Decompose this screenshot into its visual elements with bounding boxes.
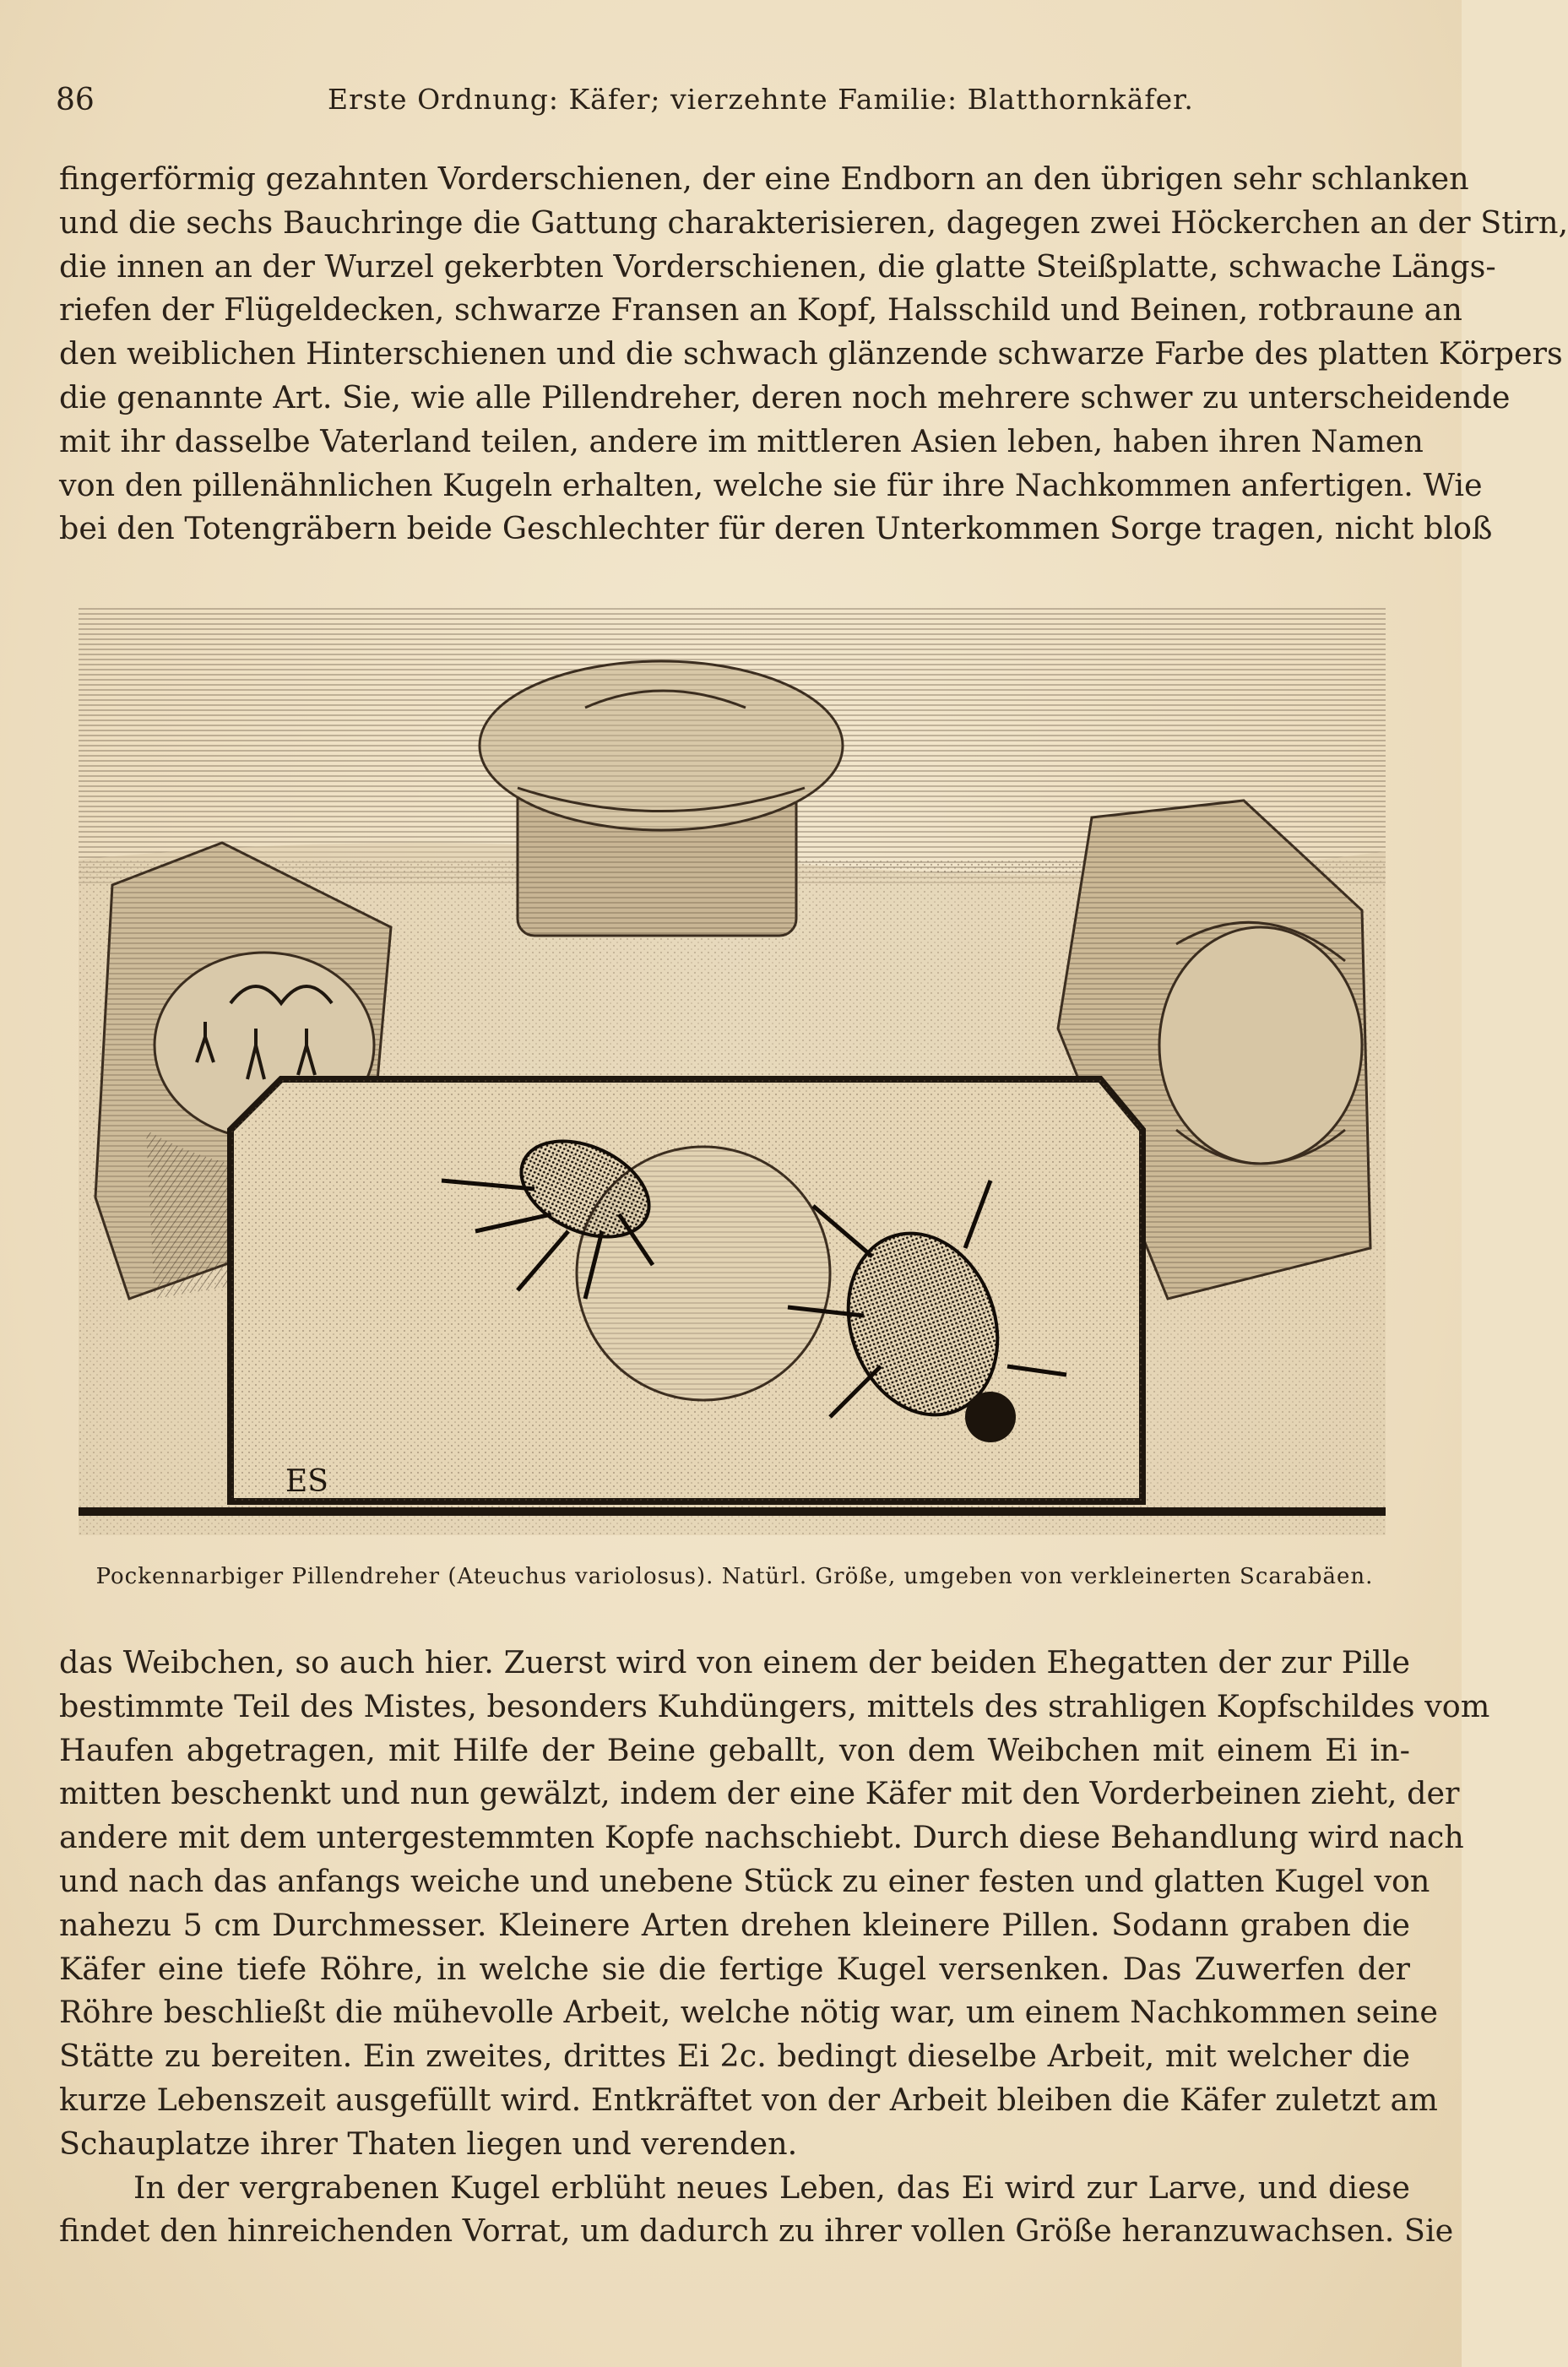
text-line: fingerförmig gezahnten Vorderschienen, der eine Endborn an den übrigen sehr schlanken <box>59 160 1469 197</box>
text-line: riefen der Flügeldecken, schwarze Fransen an Kopf, Halsschild und Beinen, rotbraune an <box>59 291 1462 328</box>
text-line: Haufen abgetragen, mit Hilfe der Beine geballt, von dem Weibchen mit einem Ei in- <box>59 1731 1410 1768</box>
scarab-statue <box>480 661 843 936</box>
text-line: mit ihr dasselbe Vaterland teilen, andere im mittleren Asien leben, haben ihren Namen <box>59 422 1424 459</box>
text-line: nahezu 5 cm Durchmesser. Kleinere Arten drehen kleinere Pillen. Sodann graben die <box>59 1906 1410 1943</box>
text-line: Röhre beschließt die mühevolle Arbeit, welche nötig war, um einem Nachkommen seine <box>59 1994 1439 2031</box>
page-header <box>56 83 1407 130</box>
text-line: und die sechs Bauchringe die Gattung charakterisieren, dagegen zwei Höckerchen an der Stirn, <box>59 204 1568 241</box>
text-line: bestimmte Teil des Mistes, besonders Kuhdüngers, mittels des strahligen Kopfschildes vom <box>59 1687 1490 1724</box>
figure-caption: Pockennarbiger Pillendreher (Ateuchus variolosus). Natürl. Größe, umgeben von verkleinerten Scarabäen. <box>95 1564 1374 1589</box>
text-line: und nach das anfangs weiche und unebene Stück zu einer festen und glatten Kugel von <box>59 1862 1430 1899</box>
text-line: Schauplatze ihrer Thaten liegen und verenden. <box>59 2125 798 2162</box>
page-number: 86 <box>56 83 95 117</box>
paragraph-top <box>59 157 1568 551</box>
text-line: den weiblichen Hinterschienen und die schwach glänzende schwarze Farbe des platten Körpers <box>59 335 1563 372</box>
text-line: Käfer eine tiefe Röhre, in welche sie die fertige Kugel versenken. Das Zuwerfen der <box>59 1950 1410 1987</box>
running-title: Erste Ordnung: Käfer; vierzehnte Familie: Blatthornkäfer. <box>328 83 1194 116</box>
text-line: bei den Totengräbern beide Geschlechter für deren Unterkommen Sorge tragen, nicht bloß <box>59 510 1493 547</box>
text-line: die genannte Art. Sie, wie alle Pillendreher, deren noch mehrere schwer zu unterscheidende <box>59 378 1511 415</box>
text-line: mitten beschenkt und nun gewälzt, indem der eine Käfer mit den Vorderbeinen zieht, der <box>59 1775 1460 1812</box>
paragraph-bottom <box>59 1641 1490 2253</box>
text-line: das Weibchen, so auch hier. Zuerst wird von einem der beiden Ehegatten der zur Pille <box>59 1644 1410 1680</box>
text-line: In der vergrabenen Kugel erblüht neues Leben, das Ei wird zur Larve, und diese <box>133 2169 1410 2206</box>
artist-monogram: ES <box>285 1464 328 1499</box>
text-line: die innen an der Wurzel gekerbten Vorderschienen, die glatte Steißplatte, schwache Längs- <box>59 247 1496 285</box>
text-line: von den pillenähnlichen Kugeln erhalten, welche sie für ihre Nachkommen anfertigen. Wie <box>59 466 1483 503</box>
text-line: kurze Lebenszeit ausgefüllt wird. Entkräftet von der Arbeit bleiben die Käfer zuletzt am <box>59 2081 1438 2118</box>
engraving-illustration <box>79 606 1386 1545</box>
text-line: findet den hinreichenden Vorrat, um dadurch zu ihrer vollen Größe heranzuwachsen. Sie <box>59 2212 1454 2250</box>
text-line: andere mit dem untergestemmten Kopfe nachschiebt. Durch diese Behandlung wird nach <box>59 1819 1464 1856</box>
text-line: Stätte zu bereiten. Ein zweites, drittes Ei 2c. bedingt dieselbe Arbeit, mit welcher die <box>59 2038 1410 2075</box>
